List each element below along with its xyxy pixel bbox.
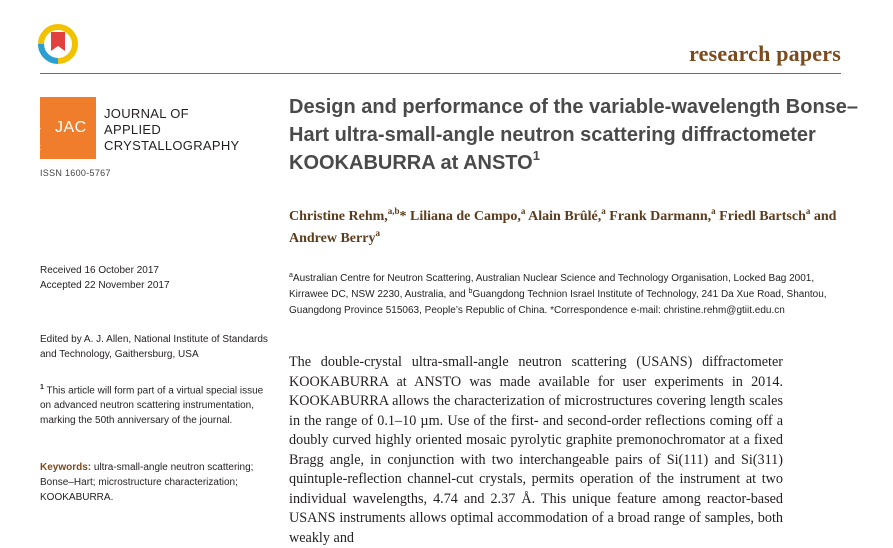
author-sep: * xyxy=(399,209,411,224)
journal-logo-side-text: Appl Cryst xyxy=(32,119,41,156)
author-name: Frank Darmann, xyxy=(609,209,712,224)
keywords-text: ultra-small-angle neutron scattering; Bonse–Hart; microstructure characterization; KOOKABURRA. xyxy=(40,462,254,503)
affil-mark: b xyxy=(468,288,473,295)
author[interactable] xyxy=(410,206,528,224)
keywords xyxy=(40,460,270,505)
author[interactable] xyxy=(528,206,609,224)
abstract: The double-crystal ultra-small-angle neutron scattering (USANS) diffractometer KOOKABURRA at ANSTO was made available for user experiments in 2014. KOOKABURRA allows the characterization of microstructures covering length scales in the range of 0.1–10 µm. Use of the first- and second-order reflections coming off a doubly curved highly oriented mosaic pyrolytic graphite premonochromator at a fixed Bragg angle, in conjunction with two interchangeable pairs of Si(111) and Si(311) quintuple-reflection channel-cut crystals, permits operation of the instrument at two individual wavelengths, 4.74 and 2.37 Å. This unique feature among reactor-based USANS instruments allows optimal accommodation of a broad range of samples, both weakly and xyxy=(289,354,783,546)
header-rule xyxy=(40,73,841,74)
journal-name-line: CRYSTALLOGRAPHY xyxy=(104,138,240,153)
article-dates xyxy=(40,263,170,293)
affil-mark: a xyxy=(289,272,293,279)
title-footnote-mark: 1 xyxy=(532,148,540,163)
author-affil-mark: a xyxy=(601,206,606,216)
journal-name xyxy=(104,106,240,154)
received-date: Received 16 October 2017 xyxy=(40,265,159,276)
author-list xyxy=(289,206,849,250)
issn: ISSN 1600-5767 xyxy=(40,168,111,178)
author-affil-mark: a xyxy=(520,206,526,216)
author[interactable] xyxy=(289,228,380,246)
author-affil-mark: a xyxy=(711,206,716,216)
author-name: Christine Rehm, xyxy=(289,209,388,224)
author-name: Alain Brûlé, xyxy=(528,209,602,224)
journal-logo-abbrev: JAC xyxy=(55,119,87,136)
author-affil-mark: a xyxy=(805,206,811,216)
article-title xyxy=(289,93,859,177)
footnote xyxy=(40,380,268,428)
affiliation-b: Guangdong Technion Israel Institute of Technology, 241 Da Xue Road, Shantou, Guangdong Province 515063, People’s Republic of China. *Correspondence e-mail: christine.rehm@gtiit.edu.cn xyxy=(289,289,827,316)
section-heading: research papers xyxy=(689,41,841,66)
author[interactable] xyxy=(719,206,837,224)
author-affil-mark: a,b xyxy=(387,206,400,216)
affiliation-a: Australian Centre for Neutron Scattering, Australian Nuclear Science and Technology Organisation, Locked Bag 2001, Kirrawee DC, NSW 2230, Australia, and xyxy=(289,273,815,300)
author-affil-mark: a xyxy=(375,228,380,238)
author[interactable] xyxy=(609,206,719,224)
journal-name-line: APPLIED xyxy=(104,122,162,137)
footnote-mark: 1 xyxy=(40,384,44,391)
crossmark-icon[interactable] xyxy=(37,23,79,67)
journal-logo xyxy=(32,97,96,159)
keywords-label: Keywords: xyxy=(40,462,92,473)
author-sep: and xyxy=(810,209,837,224)
author-name: Friedl Bartsch xyxy=(719,209,806,224)
affiliations xyxy=(289,271,854,319)
footnote-text: This article will form part of a virtual special issue on advanced neutron scattering instrumentation, marking the 50th anniversary of the journal. xyxy=(40,385,264,427)
journal-name-line: JOURNAL OF xyxy=(104,106,189,121)
article-title-text: Design and performance of the variable-wavelength Bonse–Hart ultra-small-angle neutron scattering diffractometer KOOKABURRA at ANSTO xyxy=(289,96,859,174)
author[interactable] xyxy=(289,206,411,224)
author-name: Liliana de Campo, xyxy=(410,209,521,224)
edited-by: Edited by A. J. Allen, National Institute of Standards and Technology, Gaithersburg, USA xyxy=(40,334,268,360)
author-name: Andrew Berry xyxy=(289,231,376,246)
accepted-date: Accepted 22 November 2017 xyxy=(40,280,170,291)
